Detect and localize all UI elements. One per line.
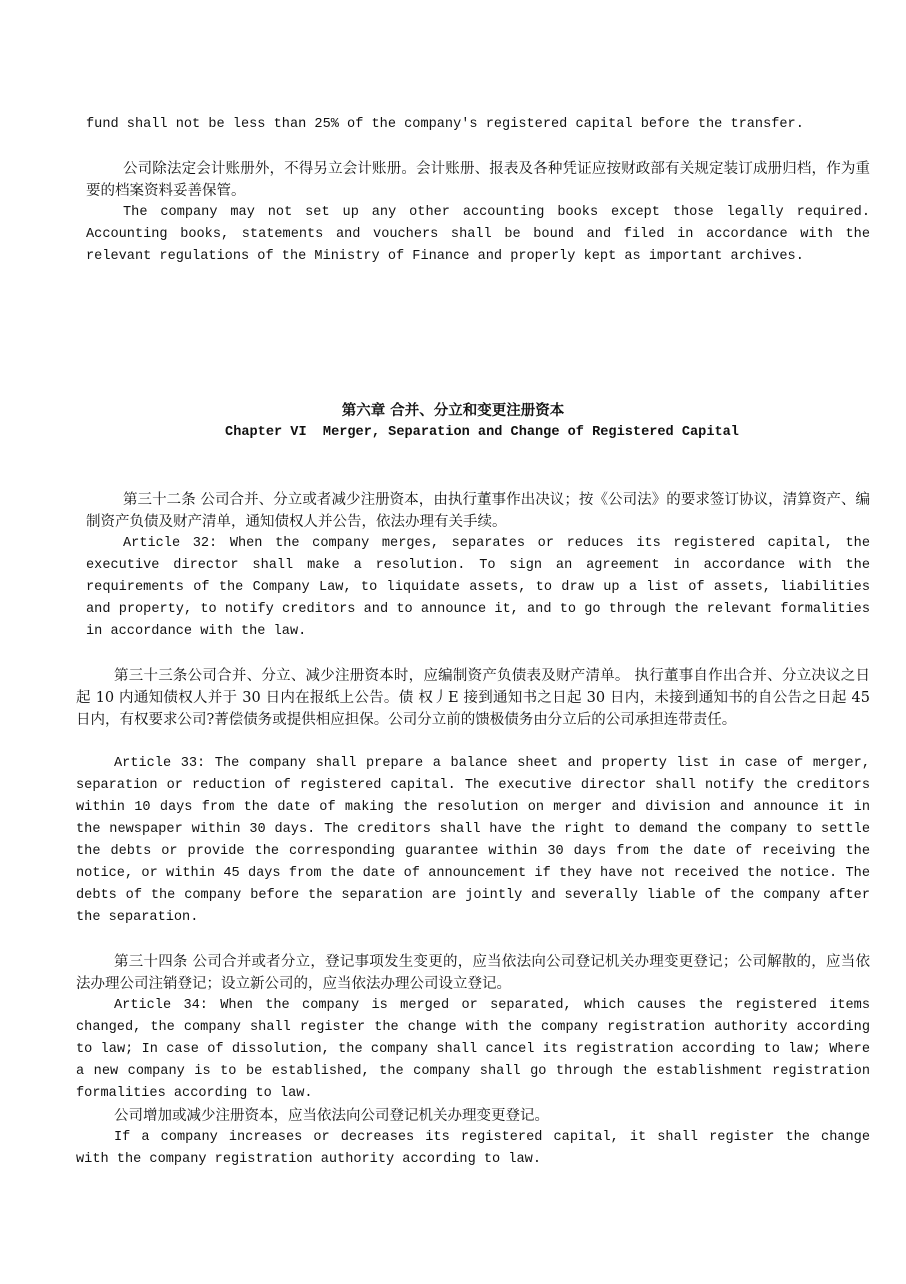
accounting-english-paragraph: The company may not set up any other accounting books except those legally required. Accounting books, statements and vouchers shall be bound and filed in accordance with the relevant regulations of the Ministry of Finance and properly kept as important archives. bbox=[86, 205, 870, 264]
chapter-title-english: Chapter VI Merger, Separation and Change of Registered Capital bbox=[225, 425, 739, 440]
capital-change-chinese: 公司增加或减少注册资本，应当依法向公司登记机关办理变更登记。 bbox=[114, 1108, 549, 1124]
article-34-chinese: 第三十四条 公司合并或者分立，登记事项发生变更的，应当依法向公司登记机关办理变更登记；公司解散的，应当依法办理公司注销登记；设立新公司的，应当依法办理公司设立登记。 bbox=[76, 954, 870, 992]
accounting-chinese-paragraph: 公司除法定会计账册外，不得另立会计账册。会计账册、报表及各种凭证应按财政部有关规定装订成册归档，作为重要的档案资料妥善保管。 bbox=[86, 161, 870, 199]
article-32-chinese: 第三十二条 公司合并、分立或者减少注册资本，由执行董事作出决议；按《公司法》的要求签订协议，清算资产、编制资产负债及财产清单，通知债权人并公告，依法办理有关手续。 bbox=[86, 492, 870, 530]
chapter-title-chinese: 第六章 合并、分立和变更注册资本 bbox=[341, 403, 565, 419]
article-33-chinese: 第三十三条公司合并、分立、减少注册资本时，应编制资产负债表及财产清单。 执行董事自作出合并、分立决议之日起 10 内通知债权人并于 30 日内在报纸上公告。债 权丿E 接到通知书之日起 30 日内，未接到通知书的自公告之日起 45 日内，有权要求公司?菁偿债务或提供相应担保。公司分立前的馈极债务由分立后的公司承担连带责任。 bbox=[76, 668, 870, 728]
article-32-english: Article 32: When the company merges, separates or reduces its registered capital, the executive director shall make a resolution. To sign an agreement in accordance with the requirements of the Company Law, to liquidate assets, to draw up a list of assets, liabilities and property, to notify creditors and to announce it, and to go through the relevant formalities in accordance with the law. bbox=[86, 536, 870, 639]
intro-english-tail: fund shall not be less than 25% of the company's registered capital before the transfer. bbox=[86, 117, 804, 132]
article-34-english: Article 34: When the company is merged or separated, which causes the registered items changed, the company shall register the change with the company registration authority according to law; In case of dissolution, the company shall cancel its registration according to law; Where a new company is to be established, the company shall go through the establishment registration formalities according to law. bbox=[76, 998, 870, 1101]
capital-change-english: If a company increases or decreases its registered capital, it shall register the change with the company registration authority according to law. bbox=[76, 1130, 870, 1167]
article-33-english: Article 33: The company shall prepare a balance sheet and property list in case of merger, separation or reduction of registered capital. The executive director shall notify the creditors within 10 days from the date of making the resolution on merger and division and announce it in the newspaper within 30 days. The creditors shall have the right to demand the company to settle the debts or provide the corresponding guarantee within 30 days from the date of receiving the notice, or within 45 days from the date of announcement if they have not received the notice. The debts of the company before the separation are jointly and severally liable of the company after the separation. bbox=[76, 756, 870, 925]
